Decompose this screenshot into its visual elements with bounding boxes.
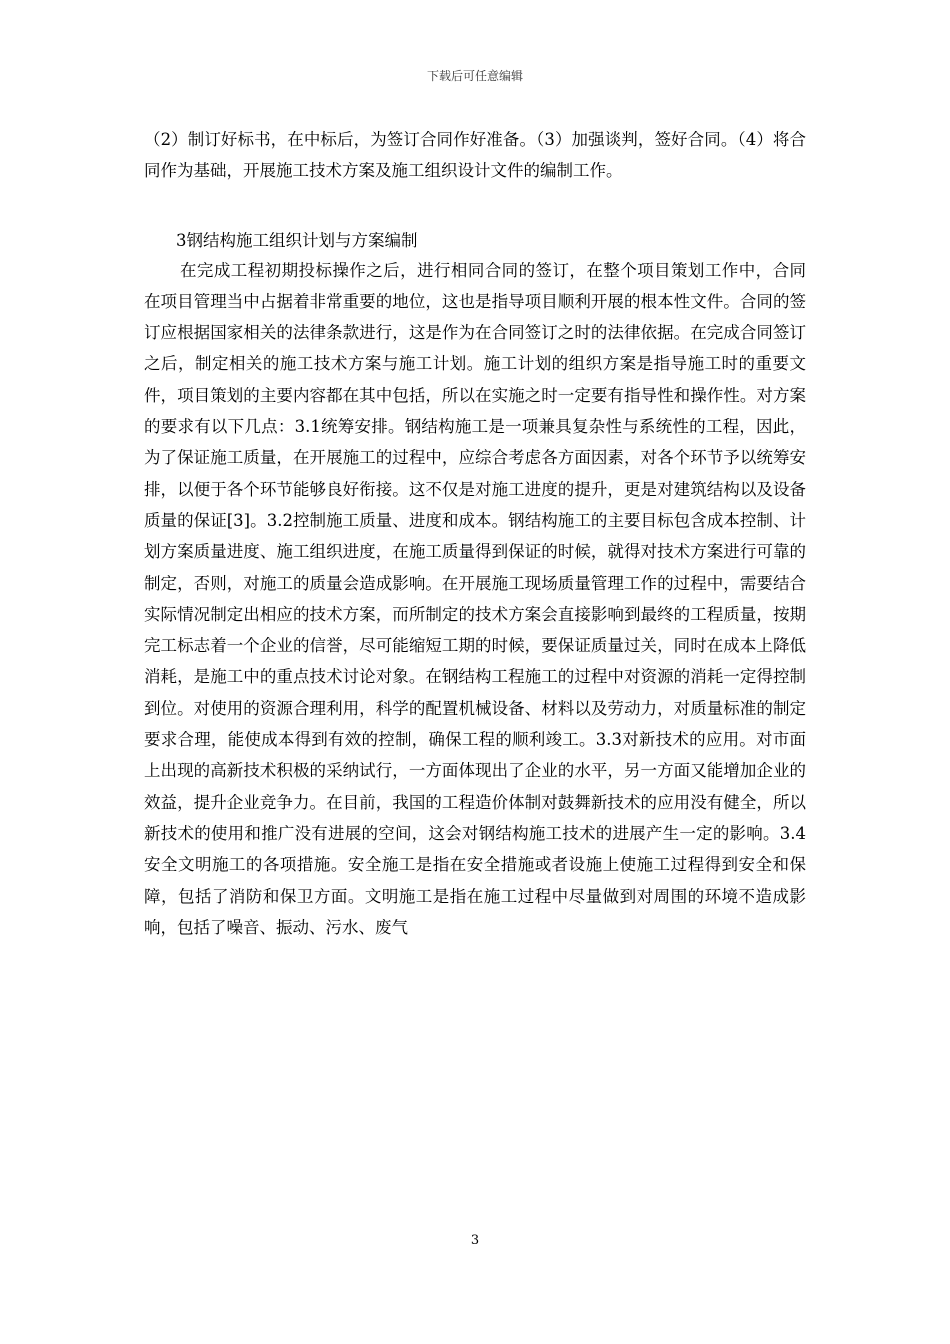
page-header: 下载后可任意编辑 — [426, 69, 523, 83]
body-paragraph: 在完成工程初期投标操作之后，进行相同合同的签订，在整个项目策划工作中，合同在项目管理当中占据着非常重要的地位，这也是指导项目顺利开展的根本性文件。合同的签订应根据国家相关的法律条款进行，这是作为在合同签订之时的法律依据。在完成合同签订之后，制定相关的施工技术方案与施工计划。施工计划的组织方案是指导施工时的重要文件，项目策划的主要内容都在其中包括，所以在实施之时一定要有指导性和操作性。对方案的要求有以下几点：3.1统筹安排。钢结构施工是一项兼具复杂性与系统性的工程，因此，为了保证施工质量，在开展施工的过程中，应综合考虑各方面因素，对各个环节予以统筹安排，以便于各个环节能够良好衔接。这不仅是对施工进度的提升，更是对建筑结构以及设备质量的保证[3]。3.2控制施工质量、进度和成本。钢结构施工的主要目标包含成本控制、计划方案质量进度、施工组织进度，在施工质量得到保证的时候，就得对技术方案进行可靠的制定，否则，对施工的质量会造成影响。在开展施工现场质量管理工作的过程中，需要结合实际情况制定出相应的技术方案，而所制定的技术方案会直接影响到最终的工程质量，按期完工标志着一个企业的信誉，尽可能缩短工期的时候，要保证质量过关，同时在成本上降低消耗，是施工中的重点技术讨论对象。在钢结构工程施工的过程中对资源的消耗一定得控制到位。对使用的资源合理利用，科学的配置机械设备、材料以及劳动力，对质量标准的制定要求合理，能使成本得到有效的控制，确保工程的顺利竣工。3.3对新技术的应用。对市面上出现的高新技术积极的采纳试行，一方面体现出了企业的水平，另一方面又能增加企业的效益，提升企业竞争力。在目前，我国的工程造价体制对鼓舞新技术的应用没有健全，所以新技术的使用和推广没有进展的空间，这会对钢结构施工技术的进展产生一定的影响。3.4安全文明施工的各项措施。安全施工是指在安全措施或者设施上使施工过程得到安全和保障，包括了消防和保卫方面。文明施工是指在施工过程中尽量做到对周围的环境不造成影响，包括了噪音、振动、污水、废气 — [144, 260, 806, 937]
document-body — [144, 124, 806, 943]
section-heading: 3钢结构施工组织计划与方案编制 — [176, 230, 418, 250]
page-number: 3 — [470, 1233, 480, 1248]
intro-paragraph: （2）制订好标书，在中标后，为签订合同作好准备。（3）加强谈判，签好合同。（4）将合同作为基础，开展施工技术方案及施工组织设计文件的编制工作。 — [144, 130, 806, 181]
